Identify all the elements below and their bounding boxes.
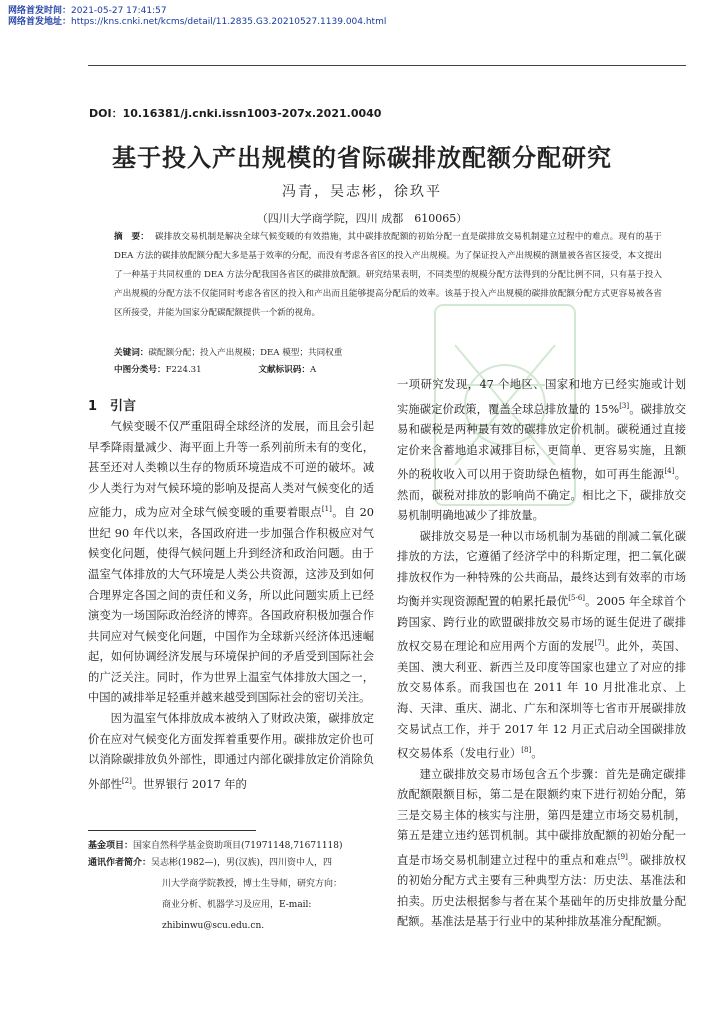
publish-time-label: 网络首发时间： — [8, 6, 72, 16]
keywords — [114, 346, 342, 358]
paragraph: 气候变暖不仅严重阻碍全球经济的发展，而且会引起早季降雨量减少、海平面上升等一系列前所未有的变化，甚至还对人类赖以生存的物质环境造成不可逆的破坏。减少人类行为对气候环境的影响及提高人类对气候变化的适应能力，成为应对全球气候变暖的重要着眼点[1]。自 20 世纪 90 年代以来，各国政府进一步加强合作积极应对气候变化问题，使得气候问题上升到经济和政治问题。由于温室气体排放的大气环境是人类公共资源，这涉及到如何合理界定各国之间的责任和义务，所以此问题实质上已经演变为一场国际政治经济的博弈。各国政府积极加强合作共同应对气候变化问题，中国作为全球新兴经济体迅速崛起，如何协调经济发展与环境保护间的矛盾受到国际社会的广泛关注。同时，作为世界上温室气体排放大国之一，中国的减排举足轻重并越来越受到国际社会的密切关注。 — [88, 420, 374, 705]
contact-email: zhibinwu@scu.edu.cn. — [162, 921, 265, 931]
publish-url-label: 网络首发地址： — [8, 17, 72, 27]
classification — [114, 363, 316, 375]
keywords-text: 碳配额分配；投入产出规模；DEA 模型；共同权重 — [148, 348, 343, 358]
publish-time-value: 2021-05-27 17:41:57 — [71, 6, 167, 16]
keywords-label: 关键词： — [114, 348, 149, 358]
publish-url-line — [8, 16, 386, 28]
left-column — [88, 417, 374, 795]
clc-label: 中图分类号： — [114, 365, 166, 375]
contact-line: 商业分析、机器学习及应用，E-mail: — [162, 900, 312, 910]
abstract-text: 碳排放交易机制是解决全球气候变暖的有效措施，其中碳排放配额的初始分配一直是碳排放交易机制建立过程中的难点。现有的基于 DEA 方法的碳排放配额分配大多是基于效率的分配，而没有考虑各省区的投入产出规模。为了保证投入产出规模的测量被各省区接受，本文提出了一种基于共同权重的 DEA 方法分配我国各省区的碳排放配额。研究结果表明，不同类型的规模分配方法得到的分配比例不同，只有基于投入产出规模的分配方法不仅能同时考虑各省区的投入和产出而且能够提高分配后的效率。该基于投入产出规模的碳排放配额分配方式更容易被各省区所接受，并能为国家分配碳配额提供一个新的视角。 — [114, 232, 662, 318]
authors: 冯青，吴志彬，徐玖平 — [282, 184, 442, 200]
clc-value: F224.31 — [165, 365, 202, 375]
paragraph: 一项研究发现，47 个地区、国家和地方已经实施或计划实施碳定价政策，覆盖全球总排放量的 15%[3]。碳排放交易和碳税是两种最有效的碳排放定价机制。碳税通过直接定价来含蓄地追求减排目标，更简单、更容易实施，且额外的税收收入可以用于资助绿色植物，如可再生能源[4]。然而，碳税对排放的影响尚不确定。相比之下，碳排放交易机制明确地减少了排放量。 — [397, 378, 686, 523]
contact-label: 通讯作者简介： — [88, 858, 152, 868]
contact-note — [88, 853, 384, 937]
right-column — [397, 375, 686, 933]
footnote-rule — [88, 830, 256, 831]
paragraph: 建立碳排放交易市场包含五个步骤：首先是确定碳排放配额限额目标，第二是在限额约束下进行初始分配，第三是交易主体的核实与注册，第四是建立市场交易机制，第五是建立违约惩罚机制。其中碳排放配额的初始分配一直是市场交易机制建立过程中的重点和难点[9]。碳排放权的初始分配方式主要有三种典型方法：历史法、基准法和拍卖。历史法根据参与者在某个基础年的历史排放量分配配额。基准法是基于行业中的某种排放基准分配配额。 — [397, 767, 686, 929]
doi: DOI：10.16381/j.cnki.issn1003-207x.2021.0040 — [89, 107, 382, 120]
header-rule — [88, 65, 686, 66]
paragraph: 碳排放交易是一种以市场机制为基础的削减二氧化碳排放的方法，它遵循了经济学中的科斯定理，把二氧化碳排放权作为一种特殊的公共商品，最终达到有效率的市场均衡并实现资源配置的帕累托最优[5-6]。2005 年全球首个跨国家、跨行业的欧盟碳排放交易市场的诞生促进了碳排放权交易在理论和应用两个方面的发展[7]。此外，英国、美国、澳大利亚、新西兰及印度等国家也建立了对应的排放交易体系。而我国也在 2011 年 10 月批准北京、上海、天津、重庆、湖北、广东和深圳等七省市开展碳排放交易试点工作，并于 2017 年 12 月正式启动全国碳排放权交易体系（发电行业）[8]。 — [397, 529, 686, 760]
doc-code-value: A — [309, 365, 317, 375]
paragraph: 因为温室气体排放成本被纳入了财政决策，碳排放定价在应对气候变化方面发挥着重要作用。碳排放定价也可以消除碳排放负外部性，即通过内部化碳排放定价消除负外部性[2]。世界银行 2017 年的 — [88, 712, 374, 791]
contact-line: 吴志彬(1982—)，男(汉族)，四川资中人，四 — [151, 858, 332, 868]
doc-code-label: 文献标识码： — [258, 365, 310, 375]
fund-label: 基金项目： — [88, 841, 134, 851]
abstract-label: 摘 要： — [114, 232, 149, 242]
affiliation: （四川大学商学院，四川 成都 610065） — [256, 212, 468, 225]
section-heading: 1 引言 — [88, 399, 137, 414]
publish-url-link[interactable]: https://kns.cnki.net/kcms/detail/11.2835.G3.20210527.1139.004.html — [71, 17, 387, 27]
abstract — [114, 228, 662, 323]
contact-line: 川大学商学院教授，博士生导师，研究方向： — [162, 879, 343, 889]
paper-title: 基于投入产出规模的省际碳排放配额分配研究 — [112, 144, 612, 172]
fund-text: 国家自然科学基金资助项目(71971148,71671118) — [133, 841, 343, 851]
